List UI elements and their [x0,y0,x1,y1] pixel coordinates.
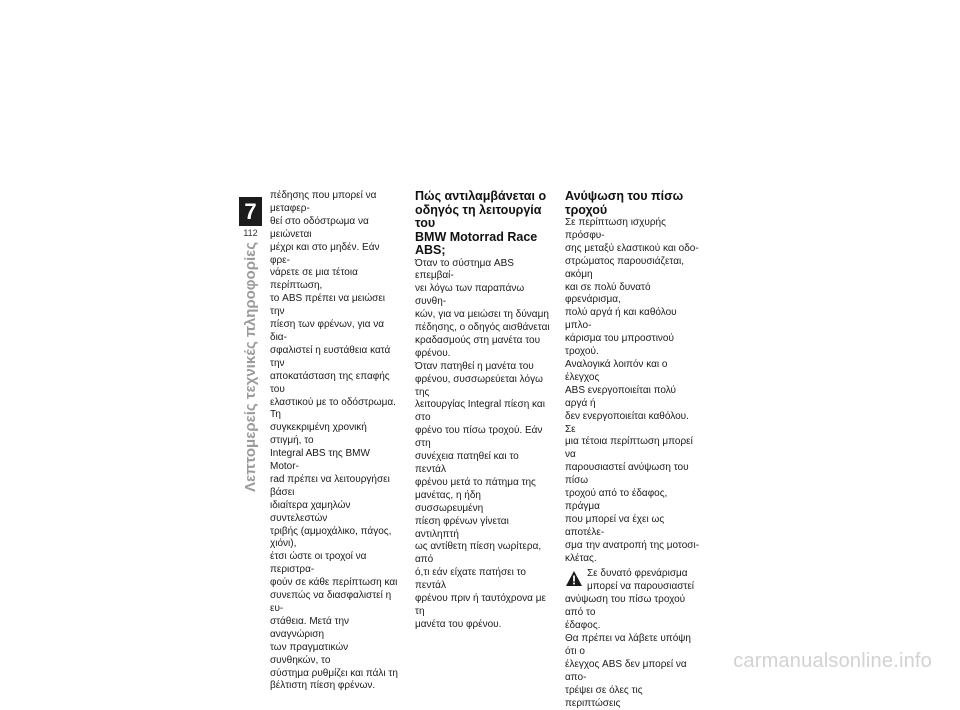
section-heading-rear-wheel-lift [565,190,700,217]
body-line: rad πρέπει να λειτουργήσει βάσει [270,473,390,498]
body-line: ελαστικού με το οδόστρωμα. Τη [270,396,396,421]
body-line: παρουσιαστεί ανύψωση του πίσω [565,462,689,487]
body-line: λειτουργίας Integral πίεση και στο [415,399,545,424]
heading-line: τροχού [565,202,608,217]
body-line: τριβής (αμμοχάλικο, πάγος, χιόνι), [270,525,392,550]
body-line: στρώματος παρουσιάζεται, ακόμη [565,255,685,280]
body-line: κάρισμα του μπροστινού τροχού. [565,333,674,358]
body-line: νει λόγω των παραπάνω συνθη- [415,283,525,308]
body-line: στάθεια. Μετά την αναγνώριση [270,615,350,640]
body-line: θεί στο οδόστρωμα να μειώνεται [270,215,369,240]
chapter-side-title: Λεπτομερείς τεχνικές πληροφορίες [242,241,259,492]
warning-line: ανύψωση του πίσω τροχού από το [565,594,686,619]
body-line: που μπορεί να έχει ως αποτέλε- [565,513,665,538]
text-column-1 [270,190,398,693]
chapter-number-badge: 7 [239,197,262,226]
warning-line: Θα πρέπει να λάβετε υπόψη ότι ο [565,633,691,657]
body-line: δεν ενεργοποιείται καθόλου. Σε [565,410,689,435]
body-line: αποκατάσταση της επαφής του [270,370,390,395]
body-line: το ABS πρέπει να μειώσει την [270,293,385,318]
body-line: κλέτας. [565,552,597,564]
body-line: φρένου μετά το πάτημα της [415,476,536,488]
body-line: πέδησης, ο οδηγός αισθάνεται [415,322,550,334]
body-line: μια τέτοια περίπτωση μπορεί να [565,436,693,461]
body-line: Αναλογικά λοιπόν και ο έλεγχος [565,358,668,383]
text-column-3 [565,190,700,710]
warning-triangle-icon [565,570,583,587]
body-line: των πραγματικών συνθηκών, το [270,641,349,666]
body-line: πολύ αργά ή και καθόλου μπλο- [565,307,677,332]
body-line: σης μεταξύ ελαστικού και οδο- [565,242,699,254]
body-line: κραδασμούς στη μανέτα του [415,334,541,346]
body-line: φούν σε κάθε περίπτωση και [270,577,398,589]
body-line: ιδιαίτερα χαμηλών συντελεστών [270,499,351,524]
body-line: συγκεκριμένη χρονική στιγμή, το [270,422,367,447]
body-line: ως αντίθετη πίεση νωρίτερα, από [415,541,542,566]
body-line: σφαλιστεί η ευστάθεια κατά την [270,344,391,369]
body-line: πέδησης που μπορεί να μεταφερ- [270,190,377,214]
body-line: Όταν το σύστημα ABS επεμβαί- [415,257,514,282]
body-line: Integral ABS της BMW Motor- [270,448,370,473]
warning-note [565,568,700,594]
heading-line: οδηγός τη λειτουργία του [415,202,542,230]
body-line: και σε πολύ δυνατό φρενάρισμα, [565,281,651,306]
body-line: σύστημα ρυθμίζει και πάλι τη [270,667,398,679]
site-watermark: carmanualsonline.info [733,650,932,672]
body-line: Όταν πατηθεί η μανέτα του [415,360,534,372]
body-line: μέχρι και στο μηδέν. Εάν φρε- [270,241,380,266]
body-line: φρένου. [415,347,451,359]
body-line: φρένου πριν ή ταυτόχρονα με τη [415,593,546,617]
body-line: πίεση των φρένων, για να δια- [270,319,385,343]
heading-line: Πώς αντιλαμβάνεται ο [415,189,547,203]
body-line: βέλτιστη πίεση φρένων. [270,680,376,692]
body-line: μανέτας, η ήδη συσσωρευμένη [415,489,484,514]
body-line: τροχού από το έδαφος, πράγμα [565,488,668,512]
body-line: ό,τι εάν είχατε πατήσει το πεντάλ [415,567,526,592]
heading-line: Ανύψωση του πίσω [565,189,684,203]
section-heading-abs-feel [415,190,550,258]
warning-line: Σε δυνατό φρενάρισμα [587,568,688,580]
warning-line: μπορεί να παρουσιαστεί [587,581,695,593]
body-line: έτσι ώστε οι τροχοί να περιστρα- [270,551,367,576]
body-line: πίεση φρένων γίνεται αντιληπτή [415,515,509,540]
body-line: κών, για να μειώσει τη δύναμη [415,309,549,321]
body-line: Σε περίπτωση ισχυρής πρόσφυ- [565,217,666,241]
body-line: συνέχεια πατηθεί και το πεντάλ [415,451,519,475]
body-line: ABS ενεργοποιείται πολύ αργά ή [565,384,676,409]
text-column-2 [415,190,550,632]
body-line: συνεπώς να διασφαλιστεί η ευ- [270,590,392,614]
warning-line: έδαφος. [565,620,601,632]
body-line: νάρετε σε μια τέτοια περίπτωση, [270,267,358,292]
body-line: σμα την ανατροπή της μοτοσι- [565,539,700,551]
body-line: μανέτα του φρένου. [415,618,502,630]
page-number: 112 [243,228,258,238]
body-line: φρένο του πίσω τροχού. Εάν στη [415,425,543,450]
heading-line: BMW Motorrad Race ABS; [415,229,538,257]
warning-line: τρέψει σε όλες τις περιπτώσεις [565,684,643,709]
body-line: φρένου, συσσωρεύεται λόγω της [415,373,543,398]
warning-line: έλεγχος ABS δεν μπορεί να απο- [565,658,687,683]
